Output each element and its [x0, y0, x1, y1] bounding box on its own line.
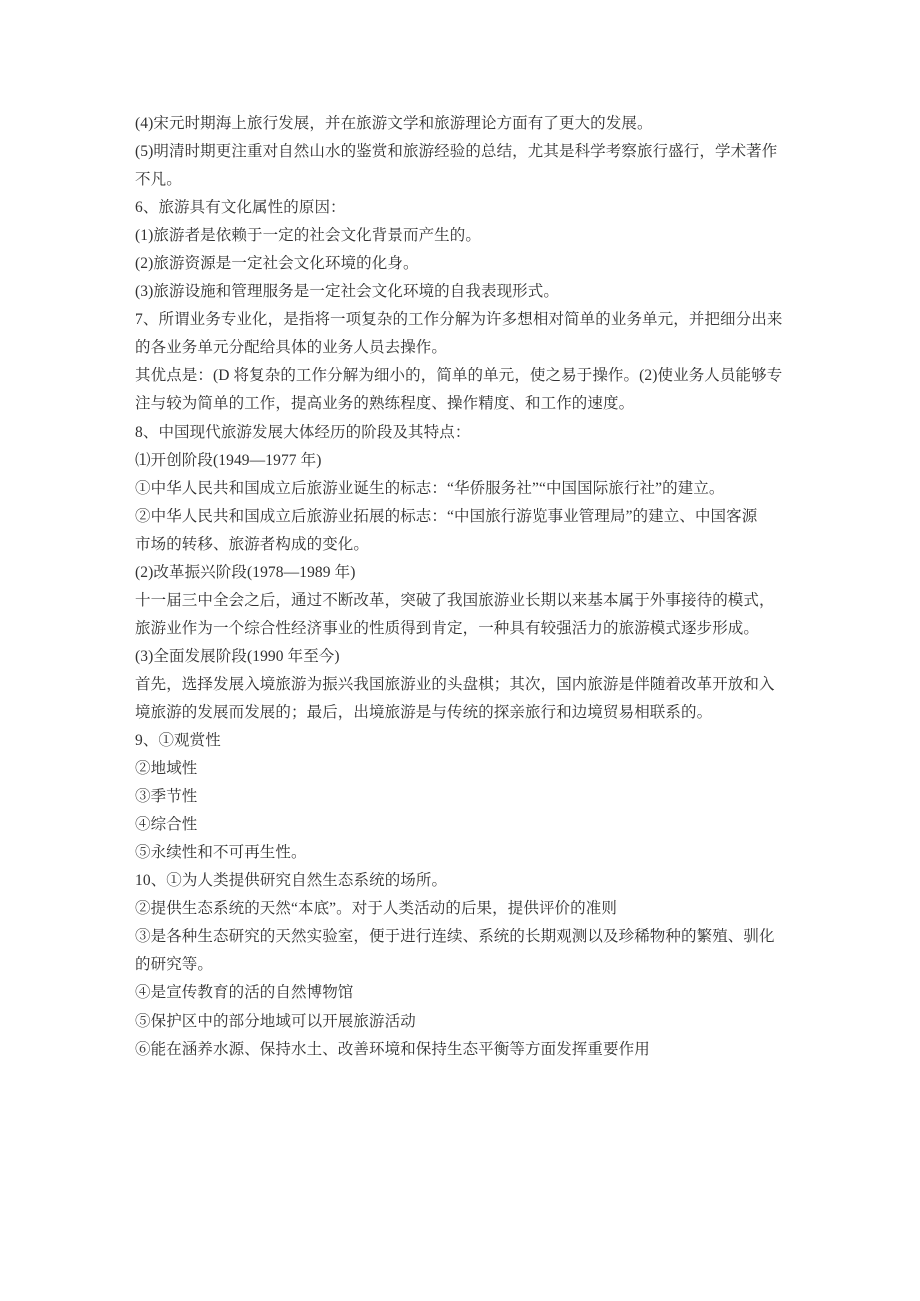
text-line: (3)全面发展阶段(1990 年至今): [135, 647, 340, 665]
text-line: 6、旅游具有文化属性的原因：: [135, 199, 346, 217]
text-line: 9、①观赏性: [135, 732, 221, 750]
text-line: 旅游业作为一个综合性经济事业的性质得到肯定，一种具有较强活力的旅游模式逐步形成。: [135, 619, 760, 637]
text-line: 7、所谓业务专业化，是指将一项复杂的工作分解为许多想相对简单的业务单元，并把细分出来: [135, 311, 783, 329]
text-line: ④是宣传教育的活的自然博物馆: [135, 984, 354, 1002]
text-line: 的研究等。: [135, 956, 214, 974]
text-line: ③是各种生态研究的天然实验室，便于进行连续、系统的长期观测以及珍稀物种的繁殖、驯化: [135, 928, 775, 946]
text-line: ②地域性: [135, 760, 198, 778]
text-line: (2)旅游资源是一定社会文化环境的化身。: [135, 255, 419, 273]
text-line: (1)旅游者是依赖于一定的社会文化背景而产生的。: [135, 227, 481, 245]
text-line: ④综合性: [135, 816, 198, 834]
document-text-block: [135, 110, 835, 1064]
text-line: ⑥能在涵养水源、保持水土、改善环境和保持生态平衡等方面发挥重要作用: [135, 1040, 650, 1058]
text-line: (5)明清时期更注重对自然山水的鉴赏和旅游经验的总结，尤其是科学考察旅行盛行，学术著作: [135, 143, 778, 161]
text-line: 其优点是：(D 将复杂的工作分解为细小的，简单的单元，使之易于操作。(2)使业务人员能够专: [135, 367, 783, 385]
text-line: ⑤保护区中的部分地域可以开展旅游活动: [135, 1012, 416, 1030]
text-line: 10、①为人类提供研究自然生态系统的场所。: [135, 872, 448, 890]
text-line: 8、中国现代旅游发展大体经历的阶段及其特点：: [135, 423, 471, 441]
text-line: 不凡。: [135, 171, 182, 189]
text-line: ⑤永续性和不可再生性。: [135, 844, 307, 862]
text-line: ①中华人民共和国成立后旅游业诞生的标志：“华侨服务社”“中国国际旅行社”的建立。: [135, 479, 725, 497]
text-line: 境旅游的发展而发展的；最后，出境旅游是与传统的探亲旅行和边境贸易相联系的。: [135, 703, 713, 721]
text-line: (2)改革振兴阶段(1978—1989 年): [135, 563, 356, 581]
text-line: 注与较为简单的工作，提高业务的熟练程度、操作精度、和工作的速度。: [135, 395, 635, 413]
text-line: 首先，选择发展入境旅游为振兴我国旅游业的头盘棋；其次，国内旅游是伴随着改革开放和入: [135, 675, 775, 693]
text-line: ②提供生态系统的天然“本底”。对于人类活动的后果，提供评价的准则: [135, 900, 617, 918]
text-line: (4)宋元时期海上旅行发展，并在旅游文学和旅游理论方面有了更大的发展。: [135, 115, 653, 132]
text-line: 十一届三中全会之后，通过不断改革，突破了我国旅游业长期以来基本属于外事接待的模式，: [135, 591, 775, 609]
text-line: (3)旅游设施和管理服务是一定社会文化环境的自我表现形式。: [135, 283, 559, 301]
text-line: ②中华人民共和国成立后旅游业拓展的标志：“中国旅行游览事业管理局”的建立、中国客源: [135, 507, 758, 525]
text-line: 市场的转移、旅游者构成的变化。: [135, 535, 370, 553]
text-line: ③季节性: [135, 788, 198, 806]
text-line: ⑴开创阶段(1949—1977 年): [135, 451, 322, 469]
text-line: 的各业务单元分配给具体的业务人员去操作。: [135, 339, 448, 357]
